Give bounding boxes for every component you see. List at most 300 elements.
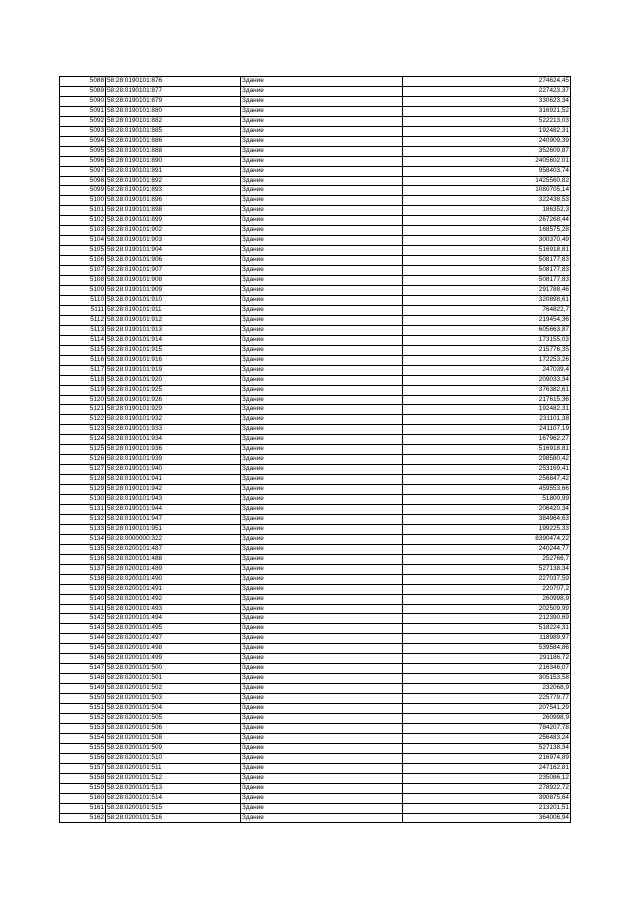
cadastral-number-cell: 58:28:0200101:499 xyxy=(106,654,241,664)
object-type-cell: Здание xyxy=(241,514,403,524)
object-type-cell: Здание xyxy=(241,684,403,694)
object-type-cell: Здание xyxy=(241,335,403,345)
row-number-cell: 5154 xyxy=(60,733,106,743)
cadastral-number-cell: 58:28:0190101:886 xyxy=(106,136,241,146)
row-number-cell: 5104 xyxy=(60,236,106,246)
row-number-cell: 5102 xyxy=(60,216,106,226)
row-number-cell: 5121 xyxy=(60,405,106,415)
cadastral-number-cell: 58:28:0200101:512 xyxy=(106,773,241,783)
table-row xyxy=(60,445,571,455)
table-row xyxy=(60,664,571,674)
row-number-cell: 5161 xyxy=(60,803,106,813)
row-number-cell: 5123 xyxy=(60,425,106,435)
row-number-cell: 5122 xyxy=(60,415,106,425)
row-number-cell: 5136 xyxy=(60,554,106,564)
row-number-cell: 5105 xyxy=(60,246,106,256)
cadastral-number-cell: 58:28:0190101:944 xyxy=(106,504,241,514)
cadastral-value-cell: 199225,33 xyxy=(403,524,571,534)
object-type-cell: Здание xyxy=(241,704,403,714)
cadastral-number-cell: 58:28:0200101:492 xyxy=(106,594,241,604)
cadastral-value-cell: 231101,38 xyxy=(403,415,571,425)
object-type-cell: Здание xyxy=(241,246,403,256)
table-row xyxy=(60,355,571,365)
cadastral-number-cell: 58:28:0200101:515 xyxy=(106,803,241,813)
table-row xyxy=(60,674,571,684)
table-row xyxy=(60,743,571,753)
table-row xyxy=(60,614,571,624)
row-number-cell: 5129 xyxy=(60,485,106,495)
object-type-cell: Здание xyxy=(241,723,403,733)
row-number-cell: 5111 xyxy=(60,305,106,315)
cadastral-number-cell: 58:28:0200101:510 xyxy=(106,753,241,763)
cadastral-number-cell: 58:28:0200101:508 xyxy=(106,733,241,743)
table-row xyxy=(60,574,571,584)
table-row xyxy=(60,723,571,733)
row-number-cell: 5109 xyxy=(60,286,106,296)
row-number-cell: 5096 xyxy=(60,156,106,166)
object-type-cell: Здание xyxy=(241,793,403,803)
cadastral-value-cell: 216974,89 xyxy=(403,753,571,763)
row-number-cell: 5125 xyxy=(60,445,106,455)
cadastral-value-cell: 202509,99 xyxy=(403,604,571,614)
cadastral-value-cell: 260998,9 xyxy=(403,594,571,604)
cadastral-value-cell: 376382,61 xyxy=(403,385,571,395)
cadastral-number-cell: 58:28:0190101:906 xyxy=(106,256,241,266)
cadastral-value-cell: 322438,53 xyxy=(403,196,571,206)
cadastral-number-cell: 58:28:0190101:896 xyxy=(106,196,241,206)
cadastral-number-cell: 58:28:0190101:912 xyxy=(106,315,241,325)
cadastral-number-cell: 58:28:0190101:941 xyxy=(106,475,241,485)
object-type-cell: Здание xyxy=(241,365,403,375)
cadastral-number-cell: 58:28:0200101:487 xyxy=(106,544,241,554)
object-type-cell: Здание xyxy=(241,763,403,773)
object-type-cell: Здание xyxy=(241,803,403,813)
cadastral-value-cell: 605663,87 xyxy=(403,325,571,335)
object-type-cell: Здание xyxy=(241,425,403,435)
object-type-cell: Здание xyxy=(241,256,403,266)
object-type-cell: Здание xyxy=(241,166,403,176)
cadastral-value-cell: 764822,7 xyxy=(403,305,571,315)
cadastral-number-cell: 58:28:0190101:915 xyxy=(106,345,241,355)
table-row xyxy=(60,206,571,216)
cadastral-value-cell: 291186,72 xyxy=(403,654,571,664)
cadastral-number-cell: 58:28:0190101:877 xyxy=(106,86,241,96)
object-type-cell: Здание xyxy=(241,146,403,156)
table-row xyxy=(60,704,571,714)
object-type-cell: Здание xyxy=(241,674,403,684)
object-type-cell: Здание xyxy=(241,355,403,365)
object-type-cell: Здание xyxy=(241,106,403,116)
cadastral-number-cell: 58:28:0200101:498 xyxy=(106,644,241,654)
cadastral-number-cell: 58:28:0200101:490 xyxy=(106,574,241,584)
object-type-cell: Здание xyxy=(241,733,403,743)
table-row xyxy=(60,465,571,475)
table-row xyxy=(60,475,571,485)
cadastral-value-cell: 522213,03 xyxy=(403,116,571,126)
table-row xyxy=(60,166,571,176)
table-row xyxy=(60,375,571,385)
table-row xyxy=(60,564,571,574)
cadastral-value-cell: 298580,42 xyxy=(403,455,571,465)
table-row xyxy=(60,325,571,335)
row-number-cell: 5107 xyxy=(60,266,106,276)
cadastral-value-cell: 508177,83 xyxy=(403,256,571,266)
row-number-cell: 5158 xyxy=(60,773,106,783)
object-type-cell: Здание xyxy=(241,116,403,126)
cadastral-value-cell: 518224,31 xyxy=(403,624,571,634)
cadastral-value-cell: 206420,34 xyxy=(403,504,571,514)
cadastral-number-cell: 58:28:0200101:513 xyxy=(106,783,241,793)
row-number-cell: 5157 xyxy=(60,763,106,773)
table-row xyxy=(60,485,571,495)
cadastral-value-cell: 330623,34 xyxy=(403,96,571,106)
cadastral-number-cell: 58:28:0190101:933 xyxy=(106,425,241,435)
object-type-cell: Здание xyxy=(241,594,403,604)
row-number-cell: 5116 xyxy=(60,355,106,365)
row-number-cell: 5097 xyxy=(60,166,106,176)
cadastral-number-cell: 58:28:0190101:908 xyxy=(106,276,241,286)
row-number-cell: 5093 xyxy=(60,126,106,136)
table-row xyxy=(60,435,571,445)
object-type-cell: Здание xyxy=(241,465,403,475)
cadastral-value-cell: 213201,51 xyxy=(403,803,571,813)
cadastral-value-cell: 215776,35 xyxy=(403,345,571,355)
object-type-cell: Здание xyxy=(241,654,403,664)
cadastral-number-cell: 58:28:0200101:511 xyxy=(106,763,241,773)
object-type-cell: Здание xyxy=(241,445,403,455)
table-row xyxy=(60,455,571,465)
row-number-cell: 5090 xyxy=(60,96,106,106)
table-row xyxy=(60,156,571,166)
cadastral-value-cell: 516918,81 xyxy=(403,445,571,455)
cadastral-number-cell: 58:28:0190101:888 xyxy=(106,146,241,156)
table-row xyxy=(60,803,571,813)
table-row xyxy=(60,534,571,544)
table-row xyxy=(60,813,571,823)
cadastral-number-cell: 58:28:0190101:936 xyxy=(106,445,241,455)
cadastral-value-cell: 247039,4 xyxy=(403,365,571,375)
table-row xyxy=(60,246,571,256)
cadastral-value-cell: 364006,94 xyxy=(403,813,571,823)
table-row xyxy=(60,196,571,206)
row-number-cell: 5146 xyxy=(60,654,106,664)
row-number-cell: 5150 xyxy=(60,694,106,704)
table-row xyxy=(60,335,571,345)
row-number-cell: 5120 xyxy=(60,395,106,405)
row-number-cell: 5132 xyxy=(60,514,106,524)
row-number-cell: 5155 xyxy=(60,743,106,753)
object-type-cell: Здание xyxy=(241,96,403,106)
table-row xyxy=(60,295,571,305)
object-type-cell: Здание xyxy=(241,415,403,425)
object-type-cell: Здание xyxy=(241,405,403,415)
row-number-cell: 5098 xyxy=(60,176,106,186)
cadastral-number-cell: 58:28:0190101:916 xyxy=(106,355,241,365)
cadastral-value-cell: 240244,77 xyxy=(403,544,571,554)
cadastral-value-cell: 320898,61 xyxy=(403,295,571,305)
cadastral-number-cell: 58:28:0200101:509 xyxy=(106,743,241,753)
cadastral-value-cell: 527138,34 xyxy=(403,743,571,753)
row-number-cell: 5119 xyxy=(60,385,106,395)
object-type-cell: Здание xyxy=(241,176,403,186)
row-number-cell: 5101 xyxy=(60,206,106,216)
object-type-cell: Здание xyxy=(241,773,403,783)
object-type-cell: Здание xyxy=(241,475,403,485)
cadastral-value-cell: 186352,3 xyxy=(403,206,571,216)
table-row xyxy=(60,544,571,554)
cadastral-number-cell: 58:28:0200101:500 xyxy=(106,664,241,674)
cadastral-value-cell: 516918,81 xyxy=(403,246,571,256)
object-type-cell: Здание xyxy=(241,156,403,166)
table-body xyxy=(60,77,571,823)
object-type-cell: Здание xyxy=(241,375,403,385)
cadastral-value-cell: 252766,7 xyxy=(403,554,571,564)
table-row xyxy=(60,594,571,604)
row-number-cell: 5134 xyxy=(60,534,106,544)
table-row xyxy=(60,753,571,763)
object-type-cell: Здание xyxy=(241,664,403,674)
object-type-cell: Здание xyxy=(241,295,403,305)
cadastral-number-cell: 58:28:0200101:494 xyxy=(106,614,241,624)
table-row xyxy=(60,634,571,644)
cadastral-value-cell: 256483,24 xyxy=(403,733,571,743)
row-number-cell: 5151 xyxy=(60,704,106,714)
table-row xyxy=(60,305,571,315)
row-number-cell: 5112 xyxy=(60,315,106,325)
cadastral-number-cell: 58:28:0190101:909 xyxy=(106,286,241,296)
table-row xyxy=(60,216,571,226)
object-type-cell: Здание xyxy=(241,305,403,315)
object-type-cell: Здание xyxy=(241,634,403,644)
cadastral-number-cell: 58:28:0190101:910 xyxy=(106,295,241,305)
cadastral-number-cell: 58:28:0200101:516 xyxy=(106,813,241,823)
table-row xyxy=(60,714,571,724)
cadastral-number-cell: 58:28:0200101:497 xyxy=(106,634,241,644)
cadastral-number-cell: 58:28:0190101:891 xyxy=(106,166,241,176)
object-type-cell: Здание xyxy=(241,196,403,206)
cadastral-value-cell: 192482,31 xyxy=(403,405,571,415)
object-type-cell: Здание xyxy=(241,286,403,296)
cadastral-value-cell: 209033,34 xyxy=(403,375,571,385)
cadastral-value-cell: 8390474,22 xyxy=(403,534,571,544)
table-row xyxy=(60,226,571,236)
object-type-cell: Здание xyxy=(241,315,403,325)
object-type-cell: Здание xyxy=(241,624,403,634)
cadastral-value-cell: 1080705,14 xyxy=(403,186,571,196)
table-row xyxy=(60,146,571,156)
table-row xyxy=(60,524,571,534)
row-number-cell: 5159 xyxy=(60,783,106,793)
table-row xyxy=(60,315,571,325)
cadastral-number-cell: 58:28:0190101:951 xyxy=(106,524,241,534)
cadastral-number-cell: 58:28:0190101:913 xyxy=(106,325,241,335)
object-type-cell: Здание xyxy=(241,77,403,87)
table-row xyxy=(60,624,571,634)
cadastral-value-cell: 240909,39 xyxy=(403,136,571,146)
cadastral-value-cell: 227423,37 xyxy=(403,86,571,96)
object-type-cell: Здание xyxy=(241,554,403,564)
cadastral-value-cell: 305153,58 xyxy=(403,674,571,684)
object-type-cell: Здание xyxy=(241,604,403,614)
cadastral-number-cell: 58:28:0190101:898 xyxy=(106,206,241,216)
cadastral-number-cell: 58:28:0190101:893 xyxy=(106,186,241,196)
object-type-cell: Здание xyxy=(241,345,403,355)
cadastral-value-cell: 291788,46 xyxy=(403,286,571,296)
cadastral-number-cell: 58:28:0200101:491 xyxy=(106,584,241,594)
object-type-cell: Здание xyxy=(241,226,403,236)
table-row xyxy=(60,236,571,246)
object-type-cell: Здание xyxy=(241,495,403,505)
table-row xyxy=(60,385,571,395)
table-row xyxy=(60,96,571,106)
cadastral-number-cell: 58:28:0190101:903 xyxy=(106,236,241,246)
cadastral-value-cell: 384964,63 xyxy=(403,514,571,524)
cadastral-value-cell: 256847,42 xyxy=(403,475,571,485)
object-type-cell: Здание xyxy=(241,126,403,136)
row-number-cell: 5131 xyxy=(60,504,106,514)
table-row xyxy=(60,77,571,87)
object-type-cell: Здание xyxy=(241,504,403,514)
cadastral-number-cell: 58:28:0190101:902 xyxy=(106,226,241,236)
cadastral-value-cell: 247162,81 xyxy=(403,763,571,773)
cadastral-value-cell: 241107,19 xyxy=(403,425,571,435)
object-type-cell: Здание xyxy=(241,574,403,584)
table-row xyxy=(60,186,571,196)
object-type-cell: Здание xyxy=(241,564,403,574)
row-number-cell: 5117 xyxy=(60,365,106,375)
row-number-cell: 5142 xyxy=(60,614,106,624)
document-page xyxy=(59,76,571,823)
cadastral-number-cell: 58:28:0190101:879 xyxy=(106,96,241,106)
object-type-cell: Здание xyxy=(241,614,403,624)
cadastral-number-cell: 58:28:0190101:876 xyxy=(106,77,241,87)
table-row xyxy=(60,763,571,773)
object-type-cell: Здание xyxy=(241,325,403,335)
object-type-cell: Здание xyxy=(241,455,403,465)
row-number-cell: 5106 xyxy=(60,256,106,266)
row-number-cell: 5128 xyxy=(60,475,106,485)
cadastral-value-cell: 260998,9 xyxy=(403,714,571,724)
cadastral-value-cell: 219454,36 xyxy=(403,315,571,325)
cadastral-number-cell: 58:28:0190101:911 xyxy=(106,305,241,315)
table-row xyxy=(60,644,571,654)
table-row xyxy=(60,514,571,524)
table-row xyxy=(60,793,571,803)
object-type-cell: Здание xyxy=(241,753,403,763)
table-row xyxy=(60,106,571,116)
cadastral-value-cell: 232068,9 xyxy=(403,684,571,694)
cadastral-number-cell: 58:28:0200101:493 xyxy=(106,604,241,614)
cadastral-value-cell: 352609,87 xyxy=(403,146,571,156)
object-type-cell: Здание xyxy=(241,276,403,286)
object-type-cell: Здание xyxy=(241,584,403,594)
row-number-cell: 5124 xyxy=(60,435,106,445)
row-number-cell: 5144 xyxy=(60,634,106,644)
row-number-cell: 5133 xyxy=(60,524,106,534)
cadastral-value-cell: 168575,28 xyxy=(403,226,571,236)
row-number-cell: 5140 xyxy=(60,594,106,604)
cadastral-value-cell: 508177,83 xyxy=(403,266,571,276)
cadastral-number-cell: 58:28:0190101:880 xyxy=(106,106,241,116)
cadastral-value-cell: 1425560,82 xyxy=(403,176,571,186)
cadastral-value-cell: 207541,29 xyxy=(403,704,571,714)
cadastral-value-cell: 212390,69 xyxy=(403,614,571,624)
object-type-cell: Здание xyxy=(241,694,403,704)
cadastral-number-cell: 58:28:0190101:919 xyxy=(106,365,241,375)
row-number-cell: 5118 xyxy=(60,375,106,385)
row-number-cell: 5113 xyxy=(60,325,106,335)
object-type-cell: Здание xyxy=(241,524,403,534)
object-type-cell: Здание xyxy=(241,206,403,216)
table-row xyxy=(60,604,571,614)
object-type-cell: Здание xyxy=(241,385,403,395)
cadastral-value-cell: 253169,41 xyxy=(403,465,571,475)
table-row xyxy=(60,176,571,186)
object-type-cell: Здание xyxy=(241,395,403,405)
cadastral-number-cell: 58:28:0200101:501 xyxy=(106,674,241,684)
cadastral-number-cell: 58:28:0200101:503 xyxy=(106,694,241,704)
row-number-cell: 5148 xyxy=(60,674,106,684)
cadastral-number-cell: 58:28:0190101:932 xyxy=(106,415,241,425)
object-type-cell: Здание xyxy=(241,136,403,146)
cadastral-number-cell: 58:28:0190101:914 xyxy=(106,335,241,345)
cadastral-value-cell: 216346,07 xyxy=(403,664,571,674)
table-row xyxy=(60,495,571,505)
cadastral-number-cell: 58:28:0190101:882 xyxy=(106,116,241,126)
cadastral-value-cell: 527138,34 xyxy=(403,564,571,574)
cadastral-number-cell: 58:28:0190101:925 xyxy=(106,385,241,395)
cadastral-number-cell: 58:28:0190101:943 xyxy=(106,495,241,505)
cadastral-value-cell: 225779,77 xyxy=(403,694,571,704)
table-row xyxy=(60,584,571,594)
table-row xyxy=(60,405,571,415)
row-number-cell: 5127 xyxy=(60,465,106,475)
table-row xyxy=(60,395,571,405)
row-number-cell: 5138 xyxy=(60,574,106,584)
cadastral-number-cell: 58:28:0190101:907 xyxy=(106,266,241,276)
cadastral-value-cell: 192482,31 xyxy=(403,126,571,136)
object-type-cell: Здание xyxy=(241,216,403,226)
table-row xyxy=(60,256,571,266)
cadastral-number-cell: 58:28:0200101:502 xyxy=(106,684,241,694)
object-type-cell: Здание xyxy=(241,266,403,276)
cadastral-number-cell: 58:28:0190101:940 xyxy=(106,465,241,475)
cadastral-value-cell: 235086,12 xyxy=(403,773,571,783)
row-number-cell: 5139 xyxy=(60,584,106,594)
cadastral-value-cell: 539584,86 xyxy=(403,644,571,654)
cadastral-value-cell: 508177,83 xyxy=(403,276,571,286)
table-row xyxy=(60,554,571,564)
object-type-cell: Здание xyxy=(241,714,403,724)
cadastral-value-cell: 2405602,01 xyxy=(403,156,571,166)
row-number-cell: 5100 xyxy=(60,196,106,206)
cadastral-number-cell: 58:28:0190101:942 xyxy=(106,485,241,495)
cadastral-value-cell: 316921,52 xyxy=(403,106,571,116)
cadastral-value-cell: 118989,97 xyxy=(403,634,571,644)
row-number-cell: 5143 xyxy=(60,624,106,634)
row-number-cell: 5089 xyxy=(60,86,106,96)
cadastral-number-cell: 58:28:0200101:488 xyxy=(106,554,241,564)
row-number-cell: 5108 xyxy=(60,276,106,286)
row-number-cell: 5092 xyxy=(60,116,106,126)
cadastral-number-cell: 58:28:0190101:890 xyxy=(106,156,241,166)
table-row xyxy=(60,425,571,435)
table-row xyxy=(60,415,571,425)
cadastral-number-cell: 58:28:0200101:506 xyxy=(106,723,241,733)
cadastral-number-cell: 58:28:0190101:904 xyxy=(106,246,241,256)
row-number-cell: 5095 xyxy=(60,146,106,156)
cadastral-value-cell: 227037,59 xyxy=(403,574,571,584)
